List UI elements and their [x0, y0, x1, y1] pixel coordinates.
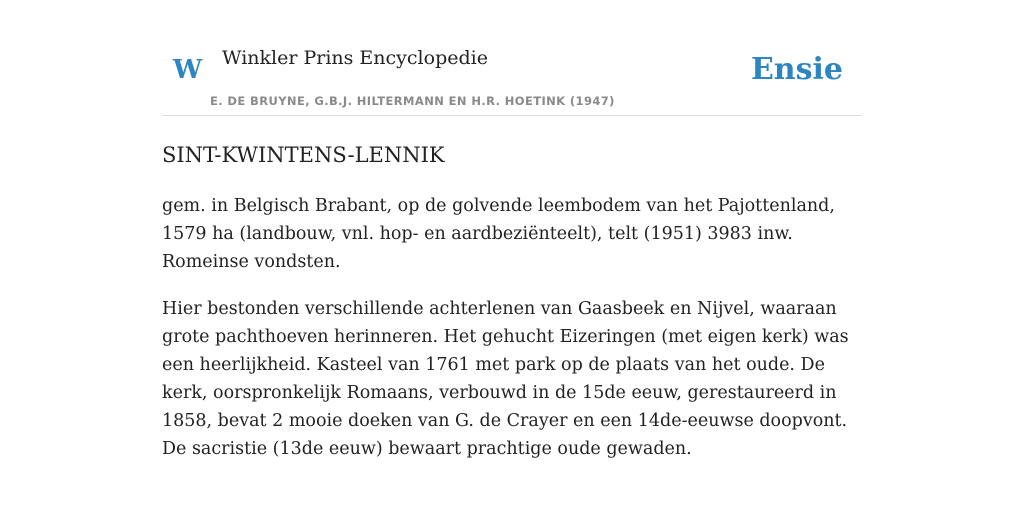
ensie-logo[interactable]: Ensie	[750, 52, 843, 87]
entry-body	[162, 192, 862, 482]
authors-line: E. DE BRUYNE, G.B.J. HILTERMANN EN H.R. HOETINK (1947)	[210, 94, 615, 108]
entry-title: SINT-KWINTENS-LENNIK	[162, 143, 445, 167]
entry-paragraph: gem. in Belgisch Brabant, op de golvende leembodem van het Pajottenland, 1579 ha (landbouw, vnl. hop- en aardbeziënteelt), telt (1951) 3983 inw. Romeinse vondsten.	[162, 196, 835, 272]
header	[162, 34, 862, 116]
entry-paragraph: Hier bestonden verschillende achterlenen van Gaasbeek en Nijvel, waaraan grote pachthoeven herinneren. Het gehucht Eizeringen (met eigen kerk) was een heerlijkheid. Kasteel van 1761 met park op de plaats van het oude. De kerk, oorspronkelijk Romaans, verbouwd in de 15de eeuw, gerestaureerd in 1858, bevat 2 mooie doeken van G. de Crayer en een 14de-eeuwse doopvont. De sacristie (13de eeuw) bewaart prachtige oude gewaden.	[162, 299, 849, 459]
publication-title[interactable]: Winkler Prins Encyclopedie	[222, 47, 488, 69]
winkler-prins-logo[interactable]: W	[173, 55, 203, 85]
